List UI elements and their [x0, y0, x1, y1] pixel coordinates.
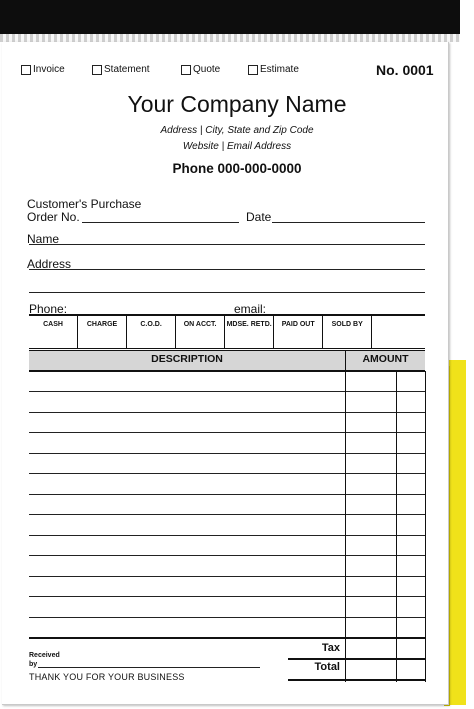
- payment-cod[interactable]: C.O.D.: [127, 316, 176, 348]
- name-field[interactable]: [29, 244, 425, 245]
- checkbox-box[interactable]: [248, 65, 258, 75]
- header-divider: [345, 350, 346, 371]
- payment-paid-out[interactable]: PAID OUT: [274, 316, 323, 348]
- checkbox-label: Statement: [104, 64, 150, 75]
- table-row[interactable]: [29, 617, 425, 618]
- table-row[interactable]: [29, 391, 425, 392]
- company-name: Your Company Name: [127, 91, 347, 117]
- table-row[interactable]: [29, 555, 425, 556]
- total-amount-field[interactable]: [346, 660, 425, 679]
- company-phone: Phone 000-000-0000: [172, 161, 302, 176]
- address-field-line-2[interactable]: [29, 292, 425, 293]
- received-by-field[interactable]: [38, 667, 260, 668]
- perforation-edge: [0, 34, 460, 42]
- checkbox-box[interactable]: [21, 65, 31, 75]
- address-field[interactable]: [29, 269, 425, 270]
- table-row[interactable]: [29, 535, 425, 536]
- total-label: Total: [314, 661, 340, 673]
- table-row[interactable]: [29, 576, 425, 577]
- table-right-border: [425, 371, 426, 682]
- purchase-order-label-2: Order No.: [27, 210, 80, 224]
- checkbox-label: Quote: [193, 64, 221, 75]
- payment-options-row: [29, 314, 425, 349]
- date-field[interactable]: [272, 222, 425, 223]
- payment-merchandise-returned[interactable]: MDSE. RETD.: [225, 316, 274, 348]
- email-label: email:: [234, 302, 267, 316]
- amount-column-divider: [345, 371, 346, 682]
- table-row[interactable]: [29, 412, 425, 413]
- company-web-email: Website | Email Address: [182, 141, 292, 152]
- pad-binding: [0, 0, 460, 34]
- thank-you-text: THANK YOU FOR YOUR BUSINESS: [29, 672, 185, 682]
- description-header: DESCRIPTION: [151, 353, 223, 365]
- purchase-order-label-1: Customer's Purchase: [27, 197, 142, 211]
- date-label: Date: [246, 210, 272, 224]
- name-label: Name: [27, 232, 60, 246]
- company-address: Address | City, State and Zip Code: [160, 125, 314, 136]
- checkbox-label: Estimate: [260, 64, 299, 75]
- checkbox-box[interactable]: [181, 65, 191, 75]
- payment-cash[interactable]: CASH: [29, 316, 78, 348]
- phone-label: Phone:: [29, 302, 68, 316]
- cents-column-divider: [396, 371, 397, 682]
- table-row[interactable]: [29, 494, 425, 495]
- payment-on-account[interactable]: ON ACCT.: [176, 316, 225, 348]
- yellow-copy-sheet: [448, 360, 466, 705]
- tax-label: Tax: [321, 642, 340, 654]
- amount-header: AMOUNT: [362, 353, 409, 365]
- address-label: Address: [27, 257, 72, 271]
- total-rule: [288, 679, 425, 681]
- table-row[interactable]: [29, 432, 425, 433]
- payment-charge[interactable]: CHARGE: [78, 316, 127, 348]
- table-bottom-rule: [29, 637, 425, 639]
- purchase-order-field[interactable]: [82, 222, 239, 223]
- table-row[interactable]: [29, 473, 425, 474]
- table-row[interactable]: [29, 514, 425, 515]
- checkbox-box[interactable]: [92, 65, 102, 75]
- received-by-label-1: Received: [29, 652, 60, 659]
- payment-sold-by[interactable]: SOLD BY: [323, 316, 372, 348]
- form-number: No. 0001: [376, 62, 434, 78]
- received-by-label-2: by: [29, 661, 38, 668]
- checkbox-label: Invoice: [33, 64, 65, 75]
- table-row[interactable]: [29, 596, 425, 597]
- table-row[interactable]: [29, 453, 425, 454]
- payment-sold-by-value[interactable]: [372, 316, 425, 348]
